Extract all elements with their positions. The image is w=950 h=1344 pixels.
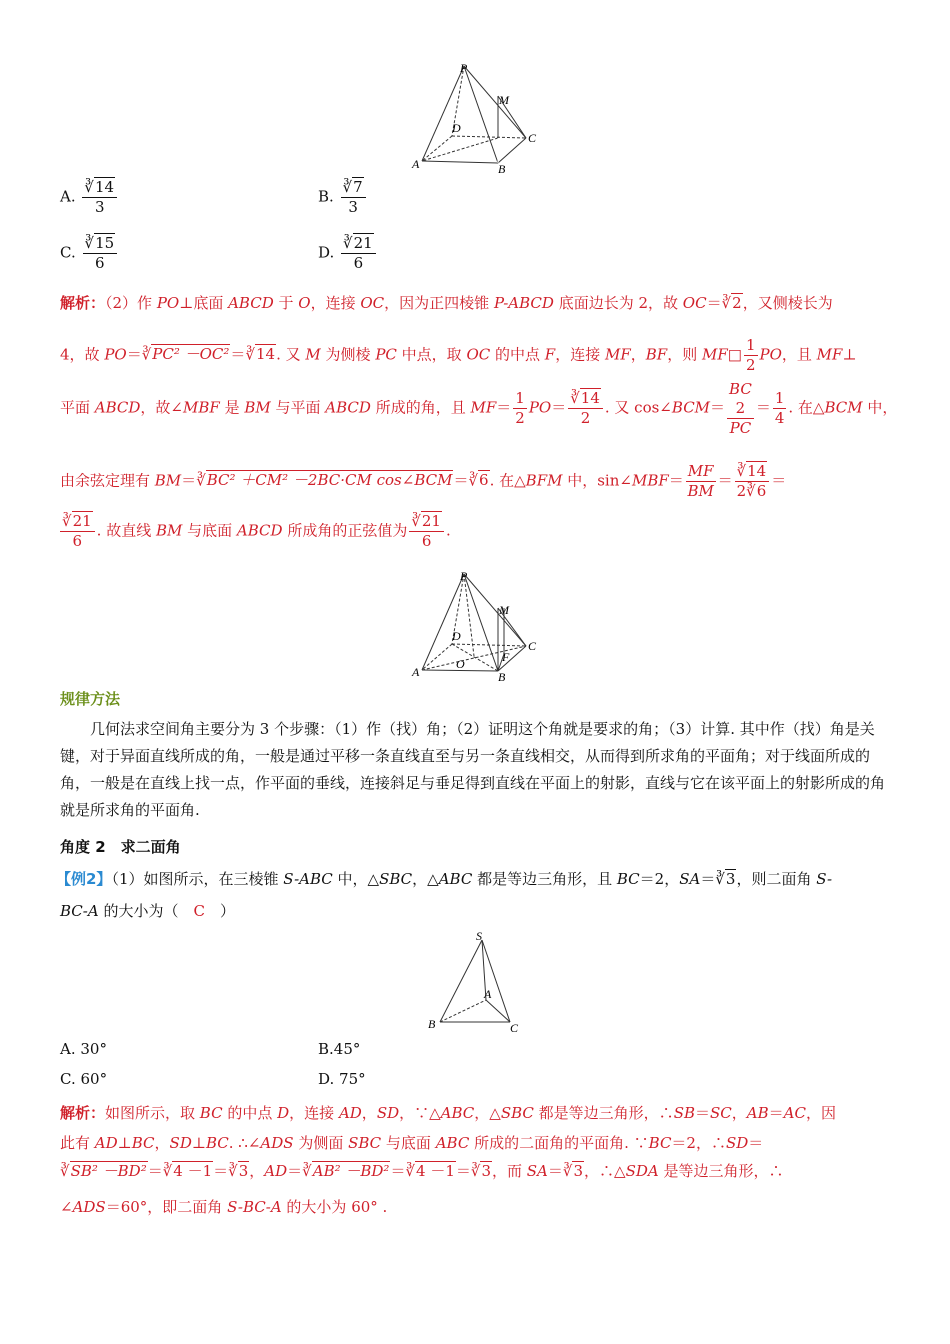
solution2-line3: ∛SB² －BD²＝∛4 －1＝∛3，AD＝∛AB² －BD²＝∛4 －1＝∛3，而 SA＝∛3，∴△SDA 是等边三角形，∴ [60,1162,784,1180]
label-m: M [499,93,509,107]
label-c: C [528,131,537,145]
option-a[interactable]: A. $\frac{∛14}{3}$ [60,178,119,217]
label-b: B [428,1017,436,1031]
label-p: P [460,569,468,583]
example2-line1: 【例2】（1）如图所示，在三棱锥 S-ABC 中，△SBC，△ABC 都是等边三角形，且 BC＝2，SA＝∛3，则二面角 S- [56,870,833,888]
option-c-60[interactable]: C. 60° [60,1070,108,1088]
label-o: O [456,657,465,671]
method-text: 几何法求空间角主要分为 3 个步骤：（1）作（找）角；（2）证明这个角就是要求的角；（3）计算. 其中作（找）角是关键，对于异面直线所成的角，一般是通过平移一条直线直至与另一条直线相交，从而得到所求角的平面角；对于线面所成的角，一般是在直线上找一点，作平面的垂线，连接斜足与垂足得到直线在平面上的射影，直线与它在该平面上的射影所成的角就是所求角的平面角. [60,720,886,819]
answer: C [193,902,205,920]
label-d: D [452,121,461,135]
label-m: M [499,603,509,617]
option-d[interactable]: D. $\frac{∛21}{6}$ [318,234,378,273]
solution2-line1: 解析：如图所示，取 BC 的中点 D，连接 AD，SD，∵△ABC，△SBC 都是等边三角形，∴SB＝SC，AB＝AC，因 [60,1104,836,1122]
solution1-line4: 由余弦定理有 BM＝∛BC² ＋CM² －2BC·CM cos∠BCM＝∛6. 在△BFM 中，sin∠MBF＝ $\frac{MF}{BM}$ ＝ $\frac{∛14}{2∛6}$ ＝ [60,462,787,500]
solution2-line2: 此有 AD⊥BC，SD⊥BC. ∴∠ADS 为侧面 SBC 与底面 ABC 所成的二面角的平面角. ∵BC＝2，∴SD＝ [60,1134,764,1152]
solution1-line3: 平面 ABCD，故∠MBF 是 BM 与平面 ABCD 所成的角，且 MF＝ $\frac{1}{2}$ PO＝ $\frac{∛14}{2}$ . 又 cos∠BCM＝ BC 2 PC＝ $\frac{1}{4}$ . 在△BCM 中， [60,380,898,437]
solution1-line5: $\frac{∛21}{6}$ . 故直线 BM 与底面 ABCD 所成角的正弦值为 $\frac{∛21}{6}$ . [62,512,451,550]
label-d: D [452,629,461,643]
option-a-30[interactable]: A. 30° [60,1040,107,1058]
example2-line2: BC-A 的大小为（ C ） [60,902,235,920]
option-c[interactable]: C. $\frac{∛15}{6}$ [60,234,119,273]
example-tag: 【例2】 [56,870,112,888]
label-s: S [476,929,482,943]
solution1-line1: 解析：（2）作 PO⊥底面 ABCD 于 O，连接 OC，因为正四棱锥 P-ABCD 底面边长为 2，故 OC＝∛2，又侧棱长为 [60,294,833,312]
label-a: A [484,987,492,1001]
label-b: B [498,670,506,684]
pyramid-figure-2 [400,566,550,686]
label-p: P [460,61,468,75]
label-a: A [412,157,420,171]
label-a: A [412,665,420,679]
label-c: C [510,1021,519,1035]
method-title: 规律方法 [60,690,121,708]
pyramid-figure-1 [400,58,550,178]
option-b[interactable]: B. $\frac{∛7}{3}$ [318,178,368,217]
option-b-45[interactable]: B.45° [318,1040,361,1058]
label-b: B [498,162,506,176]
tetrahedron-figure [420,928,530,1038]
solution2-line4: ∠ADS＝60°，即二面角 S-BC-A 的大小为 60° . [60,1198,388,1216]
angle2-title: 角度 2 求二面角 [60,838,181,856]
solution1-line2: 4，故 PO＝∛PC² －OC²＝∛14. 又 M 为侧棱 PC 中点，取 OC 的中点 F，连接 MF，BF，则 MF□ $\frac{1}{2}$ PO，且 MF⊥ [60,336,857,374]
option-d-75[interactable]: D. 75° [318,1070,366,1088]
label-f: F [502,650,510,664]
label-c: C [528,639,537,653]
